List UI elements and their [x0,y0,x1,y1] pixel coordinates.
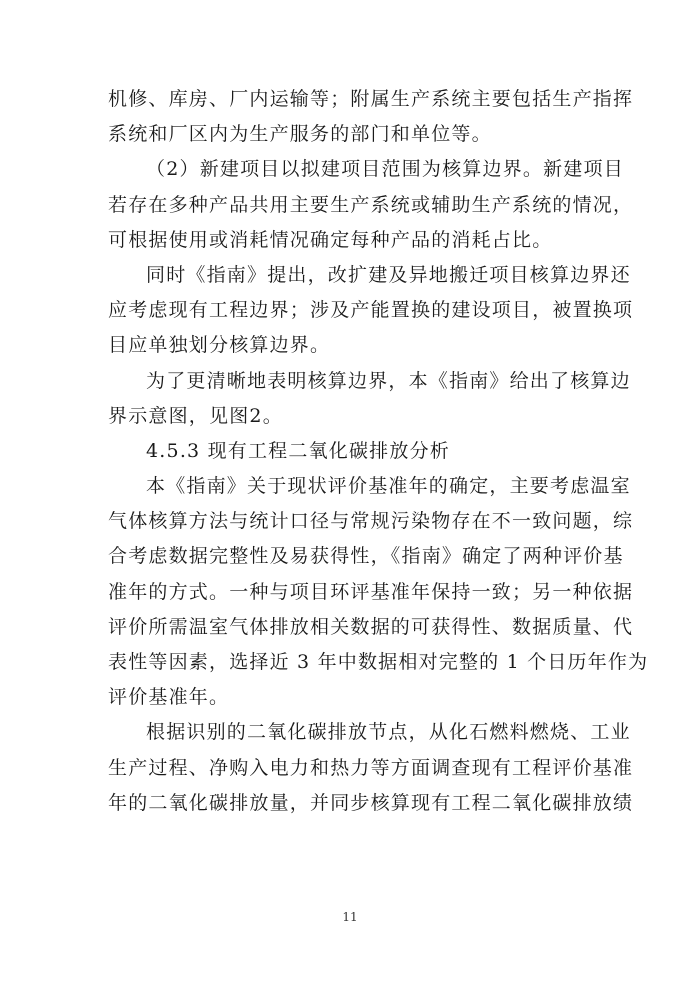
body-text [108,82,649,821]
paragraph-line: （2）新建项目以拟建项目范围为核算边界。新建项目 [146,158,624,181]
paragraph-line: 生产过程、净购入电力和热力等方面调查现有工程评价基准 [108,756,634,779]
paragraph-line: 系统和厂区内为生产服务的部门和单位等。 [108,123,492,146]
paragraph-line: 气体核算方法与统计口径与常规污染物存在不一致问题，综 [108,510,634,533]
paragraph-line: 应考虑现有工程边界；涉及产能置换的建设项目，被置换项 [108,299,634,322]
paragraph-line: 根据识别的二氧化碳排放节点，从化石燃料燃烧、工业 [146,721,631,744]
paragraph-line: 同时《指南》提出，改扩建及异地搬迁项目核算边界还 [146,263,631,286]
paragraph-line: 若存在多种产品共用主要生产系统或辅助生产系统的情况， [108,193,634,216]
paragraph-line: 可根据使用或消耗情况确定每种产品的消耗占比。 [108,228,553,251]
paragraph-line: 表性等因素，选择近 3 年中数据相对完整的 1 个日历年作为 [108,651,649,673]
paragraph-line: 目应单独划分核算边界。 [108,334,331,357]
paragraph-line: 准年的方式。一种与项目环评基准年保持一致；另一种依据 [108,580,634,603]
paragraph-line: 合考虑数据完整性及易获得性，《指南》确定了两种评价基 [108,545,624,568]
paragraph-line: 为了更清晰地表明核算边界，本《指南》给出了核算边 [146,369,631,392]
paragraph-line: 机修、库房、厂内运输等；附属生产系统主要包括生产指挥 [108,88,634,110]
paragraph-line: 评价所需温室气体排放相关数据的可获得性、数据质量、代 [108,615,634,638]
page-number: 11 [342,910,358,924]
paragraph-line: 界示意图，见图2。 [108,404,283,427]
section-heading: 4.5.3 现有工程二氧化碳排放分析 [146,439,450,462]
paragraph-line: 本《指南》关于现状评价基准年的确定，主要考虑温室 [146,475,631,498]
paragraph-line: 年的二氧化碳排放量，并同步核算现有工程二氧化碳排放绩 [108,791,634,814]
paragraph-line: 评价基准年。 [108,686,230,709]
